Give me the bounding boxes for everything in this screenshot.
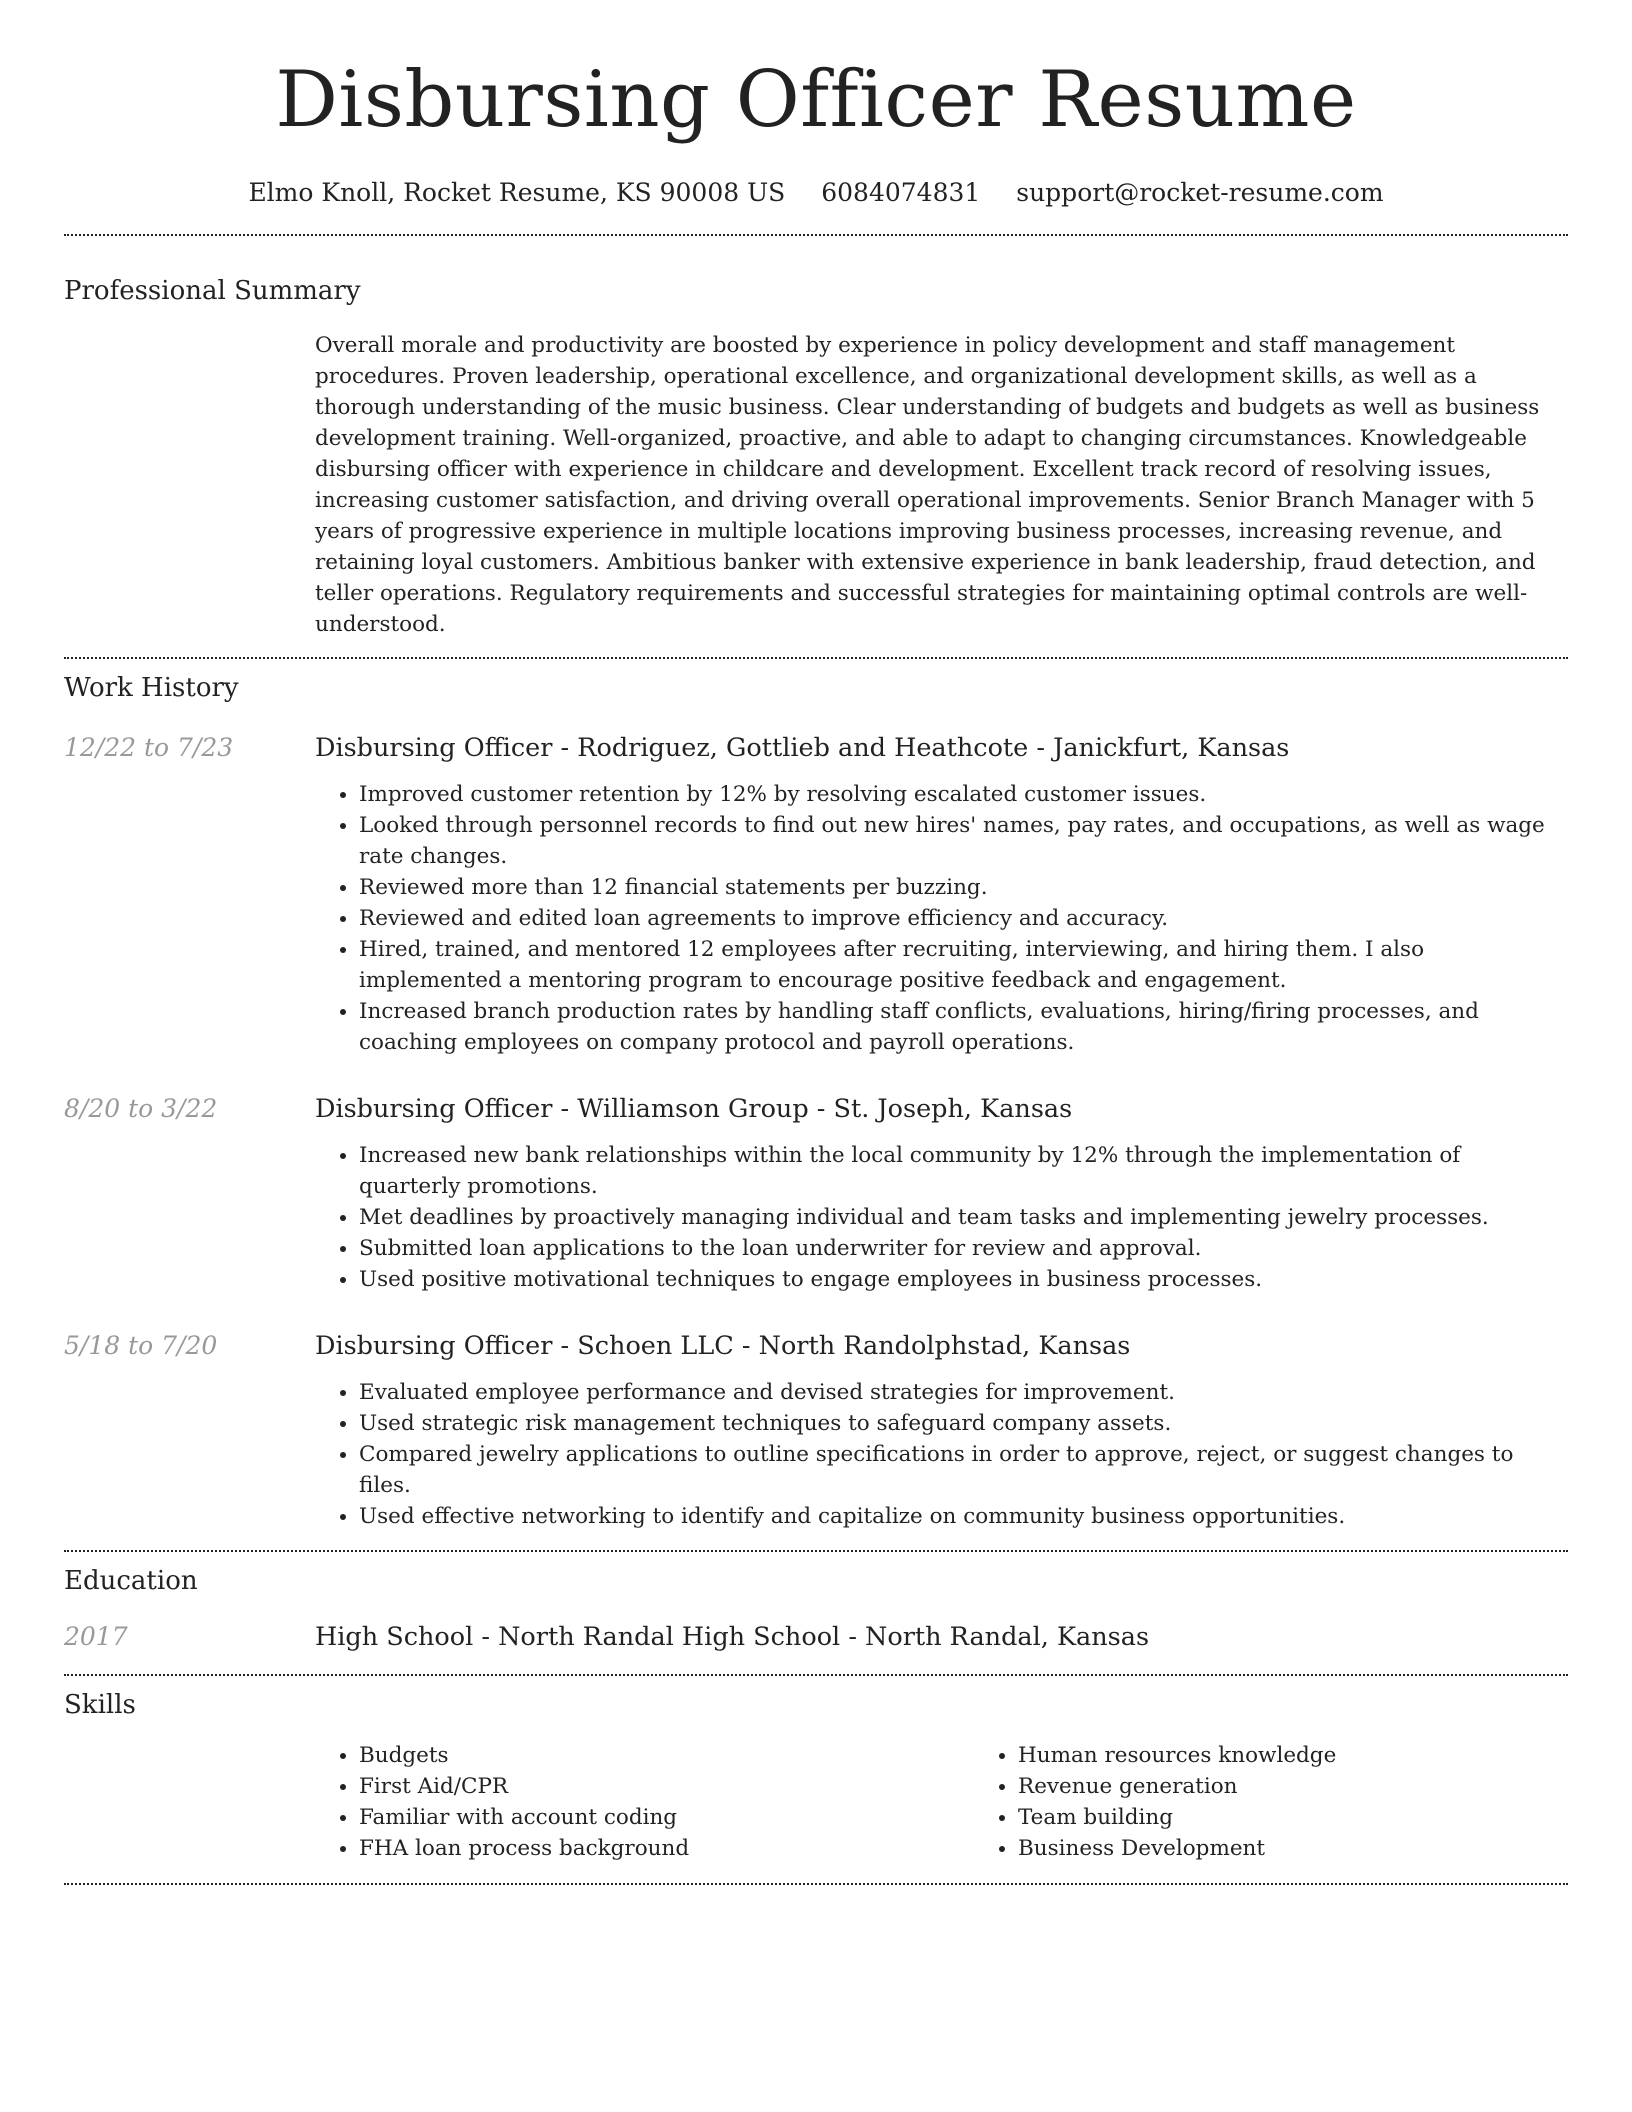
- skills-list-left: [315, 1740, 974, 1864]
- page-title: Disbursing Officer Resume: [275, 55, 1357, 145]
- education-title: High School - North Randal High School - North Randal, Kansas: [315, 1622, 1150, 1652]
- divider: [64, 234, 1568, 236]
- contact-email: support@rocket-resume.com: [1016, 178, 1384, 207]
- job-entry: [64, 1329, 1568, 1532]
- job-dates: 12/22 to 7/23: [64, 733, 234, 762]
- job-bullet: • Met deadlines by proactively managing individual and team tasks and implementing jewelry processes.: [359, 1202, 1568, 1233]
- contact-phone: 6084074831: [821, 178, 981, 207]
- job-title: Disbursing Officer - Williamson Group - St. Joseph, Kansas: [315, 1094, 1073, 1124]
- job-bullet: • Compared jewelry applications to outline specifications in order to approve, reject, or suggest changes to files.: [359, 1439, 1568, 1501]
- job-bullet: • Reviewed more than 12 financial statements per buzzing.: [359, 872, 1568, 903]
- job-bullets: [315, 1140, 1568, 1295]
- education-entry: [64, 1620, 1568, 1654]
- job-bullet: • Increased new bank relationships within the local community by 12% through the implementation of quarterly promotions.: [359, 1140, 1568, 1202]
- skill-item: • Revenue generation: [1018, 1771, 1336, 1802]
- education-content: [315, 1620, 1568, 1654]
- skill-item: • Human resources knowledge: [1018, 1740, 1336, 1771]
- skill-item: • Budgets: [359, 1740, 974, 1771]
- divider: [64, 1550, 1568, 1552]
- job-dates: 5/18 to 7/20: [64, 1331, 218, 1360]
- job-dates: 8/20 to 3/22: [64, 1094, 218, 1123]
- job-bullet: • Improved customer retention by 12% by resolving escalated customer issues.: [359, 779, 1568, 810]
- job-details: [315, 1092, 1568, 1295]
- summary-content: [315, 330, 1568, 640]
- job-bullets: [315, 1377, 1568, 1532]
- job-bullet: • Looked through personnel records to find out new hires' names, pay rates, and occupations, as well as wage rate changes.: [359, 810, 1568, 872]
- job-bullet: • Used positive motivational techniques to engage employees in business processes.: [359, 1264, 1568, 1295]
- education-heading: Education: [64, 1566, 198, 1596]
- job-details: [315, 1329, 1568, 1532]
- contact-info: [64, 176, 1568, 210]
- job-bullet: • Hired, trained, and mentored 12 employees after recruiting, interviewing, and hiring them. I also implemented a mentoring program to encourage positive feedback and engagement.: [359, 934, 1568, 996]
- divider: [64, 657, 1568, 659]
- summary-row: [64, 330, 1568, 640]
- divider: [64, 1883, 1568, 1885]
- skills-list-right: [974, 1740, 1336, 1864]
- work-history-heading: Work History: [64, 673, 239, 703]
- summary-heading: Professional Summary: [64, 276, 361, 306]
- job-bullet: • Reviewed and edited loan agreements to improve efficiency and accuracy.: [359, 903, 1568, 934]
- skills-heading: Skills: [64, 1690, 136, 1720]
- skills-grid: [315, 1740, 1568, 1864]
- job-bullet: • Used strategic risk management techniques to safeguard company assets.: [359, 1408, 1568, 1439]
- contact-address: Elmo Knoll, Rocket Resume, KS 90008 US: [248, 178, 786, 207]
- job-details: [315, 731, 1568, 1058]
- job-bullets: [315, 779, 1568, 1058]
- job-entry: [64, 1092, 1568, 1295]
- work-history-list: [64, 731, 1568, 1532]
- skill-item: • First Aid/CPR: [359, 1771, 974, 1802]
- skill-item: • FHA loan process background: [359, 1833, 974, 1864]
- job-title: Disbursing Officer - Schoen LLC - North Randolphstad, Kansas: [315, 1331, 1131, 1361]
- skills-row: [64, 1740, 1568, 1864]
- skill-item: • Familiar with account coding: [359, 1802, 974, 1833]
- job-bullet: • Used effective networking to identify and capitalize on community business opportunities.: [359, 1501, 1568, 1532]
- divider: [64, 1674, 1568, 1676]
- skill-item: • Team building: [1018, 1802, 1336, 1833]
- skill-item: • Business Development: [1018, 1833, 1336, 1864]
- job-title: Disbursing Officer - Rodriguez, Gottlieb and Heathcote - Janickfurt, Kansas: [315, 733, 1290, 763]
- job-bullet: • Submitted loan applications to the loan underwriter for review and approval.: [359, 1233, 1568, 1264]
- job-entry: [64, 731, 1568, 1058]
- job-bullet: • Increased branch production rates by handling staff conflicts, evaluations, hiring/firing processes, and coaching employees on company protocol and payroll operations.: [359, 996, 1568, 1058]
- summary-text: Overall morale and productivity are boosted by experience in policy development and staff management procedures. Proven leadership, operational excellence, and organizational development skills, as well as a thorough understanding of the music business. Clear understanding of budgets and budgets as well as business development training. Well-organized, proactive, and able to adapt to changing circumstances. Knowledgeable disbursing officer with experience in childcare and development. Excellent track record of resolving issues, increasing customer satisfaction, and driving overall operational improvements. Senior Branch Manager with 5 years of progressive experience in multiple locations improving business processes, increasing revenue, and retaining loyal customers. Ambitious banker with extensive experience in bank leadership, fraud detection, and teller operations. Regulatory requirements and successful strategies for maintaining optimal controls are well-understood.: [315, 333, 1540, 637]
- education-year: 2017: [64, 1622, 128, 1651]
- job-bullet: • Evaluated employee performance and devised strategies for improvement.: [359, 1377, 1568, 1408]
